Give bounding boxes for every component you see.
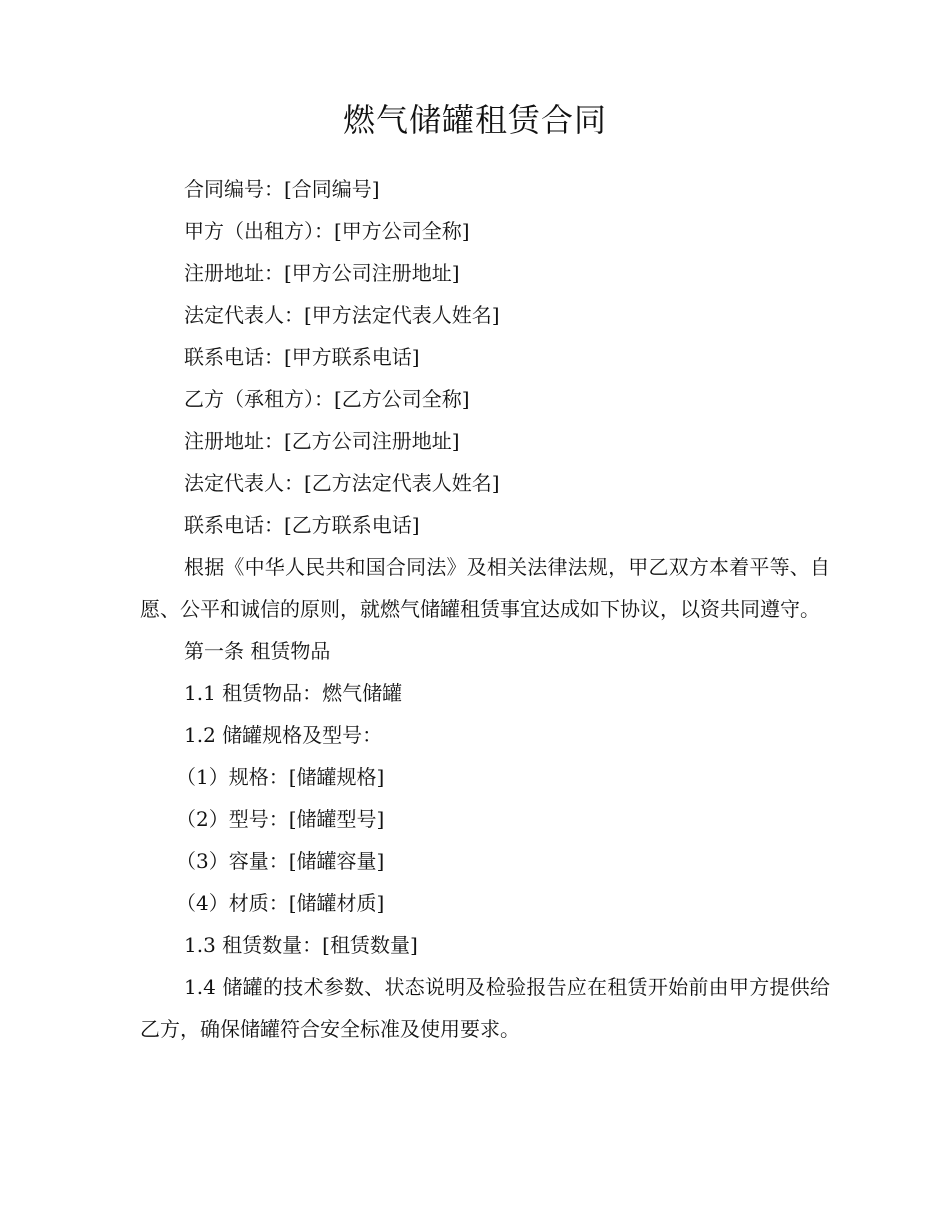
article-1-item-1-1: 1.1 租赁物品：燃气储罐	[184, 681, 403, 705]
model-sub-item: （2）型号：[储罐型号]	[176, 807, 385, 831]
preamble-paragraph: 根据《中华人民共和国合同法》及相关法律法规，甲乙双方本着平等、自愿、公平和诚信的原则，就燃气储罐租赁事宜达成如下协议，以资共同遵守。	[140, 555, 830, 621]
document-body	[140, 168, 830, 1050]
article-1-item-1-3: 1.3 租赁数量：[租赁数量]	[184, 933, 418, 957]
party-b-representative-line: 法定代表人：[乙方法定代表人姓名]	[184, 471, 500, 495]
document-title: 燃气储罐租赁合同	[342, 101, 607, 139]
party-a-name-line: 甲方（出租方）：[甲方公司全称]	[184, 219, 470, 243]
article-1-item-1-2: 1.2 储罐规格及型号：	[184, 723, 383, 747]
party-b-address-line: 注册地址：[乙方公司注册地址]	[184, 429, 460, 453]
capacity-sub-item: （3）容量：[储罐容量]	[176, 849, 385, 873]
material-sub-item: （4）材质：[储罐材质]	[176, 891, 385, 915]
spec-sub-item: （1）规格：[储罐规格]	[176, 765, 385, 789]
party-b-name-line: 乙方（承租方）：[乙方公司全称]	[184, 387, 470, 411]
party-a-representative-line: 法定代表人：[甲方法定代表人姓名]	[184, 303, 500, 327]
article-1-item-1-4: 1.4 储罐的技术参数、状态说明及检验报告应在租赁开始前由甲方提供给乙方，确保储罐符合安全标准及使用要求。	[140, 975, 830, 1041]
party-b-phone-line: 联系电话：[乙方联系电话]	[184, 513, 420, 537]
party-a-address-line: 注册地址：[甲方公司注册地址]	[184, 261, 460, 285]
article-1-heading: 第一条 租赁物品	[184, 639, 331, 663]
contract-number-line: 合同编号：[合同编号]	[184, 177, 380, 201]
party-a-phone-line: 联系电话：[甲方联系电话]	[184, 345, 420, 369]
